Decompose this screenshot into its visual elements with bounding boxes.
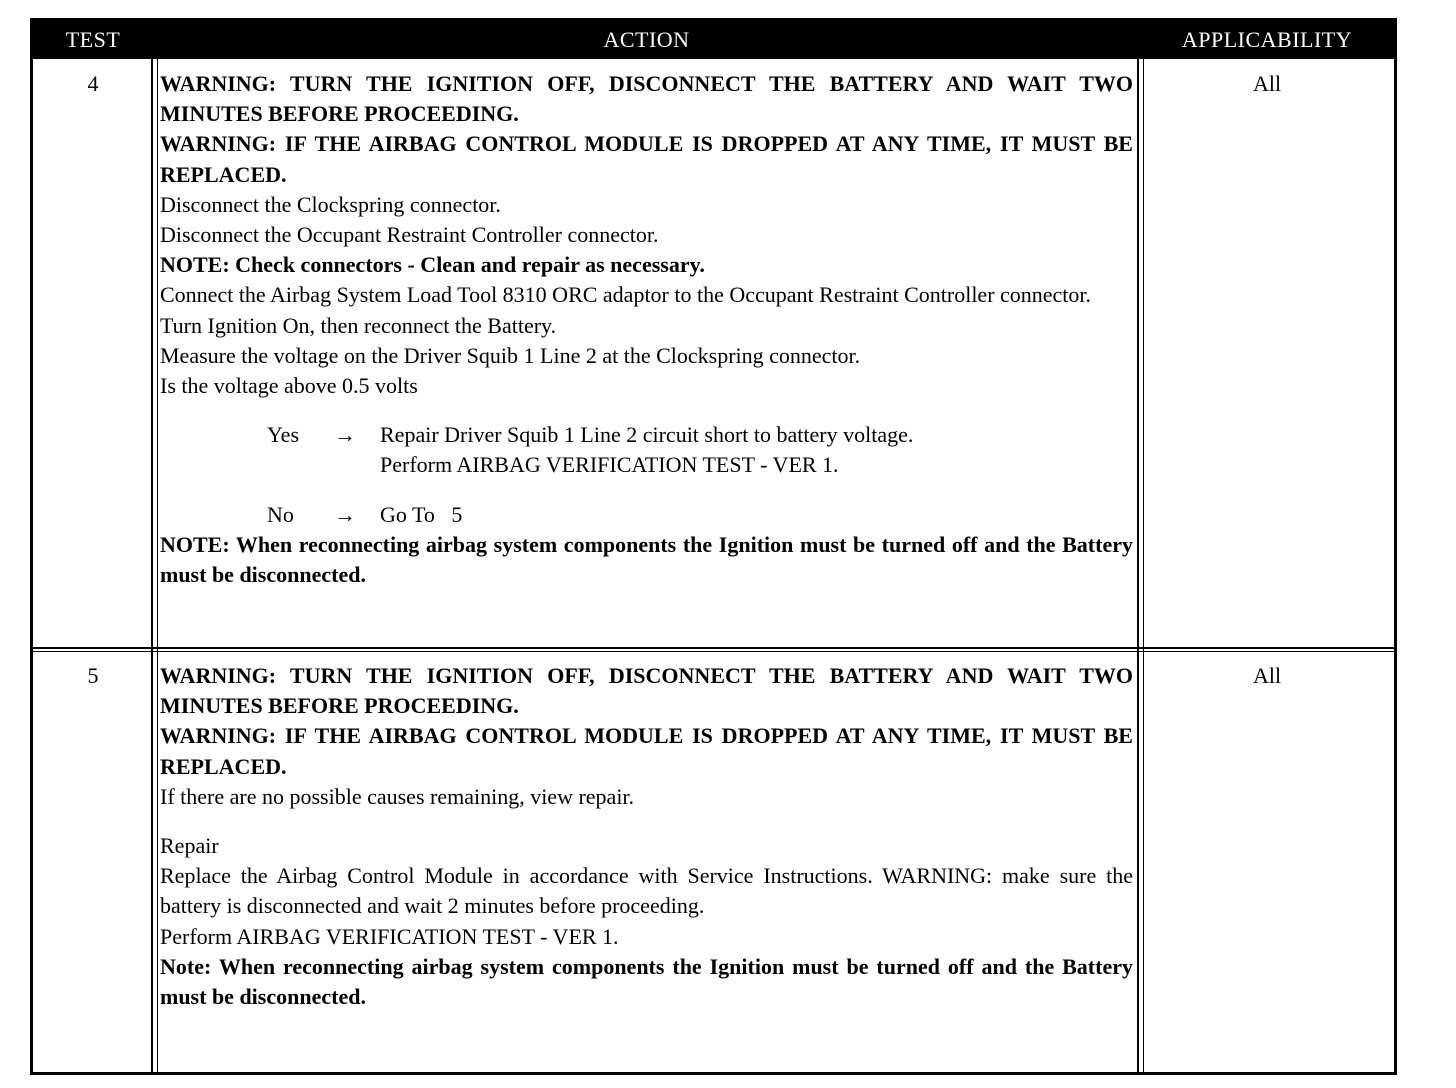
no-label: No xyxy=(267,501,294,527)
row-4-yes-branch xyxy=(160,420,1133,480)
header-applicability: APPLICABILITY xyxy=(1181,27,1353,52)
row-5-warning-ignition: WARNING: TURN THE IGNITION OFF, DISCONNECT THE BATTERY AND WAIT TWO MINUTES BEFORE PROCEEDING. xyxy=(160,663,1133,719)
row-5-note-reconnect: Note: When reconnecting airbag system components the Ignition must be turned off and the Battery must be disconnected. xyxy=(160,953,1133,1010)
yes-repair-text: Repair Driver Squib 1 Line 2 circuit short to battery voltage. xyxy=(380,422,914,448)
diagnostic-table xyxy=(30,18,1397,1075)
repair-label: Repair xyxy=(160,833,219,859)
row-5-repair-block xyxy=(160,831,1133,952)
row-5-action xyxy=(160,661,1133,1012)
column-divider-action xyxy=(1137,59,1144,1072)
row-4-test-number: 4 xyxy=(87,71,99,96)
row-5-test-number: 5 xyxy=(87,663,99,688)
arrow-right-icon: → xyxy=(334,501,356,527)
row-4-step-load-tool: Connect the Airbag System Load Tool 8310 ORC adaptor to the Occupant Restraint Controller connector. xyxy=(160,282,1092,308)
repair-instructions: Replace the Airbag Control Module in accordance with Service Instructions. WARNING: make sure the battery is disconnected and wait 2 minutes before proceeding. xyxy=(160,863,1133,919)
yes-perform-text: Perform AIRBAG VERIFICATION TEST - VER 1. xyxy=(380,452,839,478)
row-4-warning-module: WARNING: IF THE AIRBAG CONTROL MODULE IS DROPPED AT ANY TIME, IT MUST BE REPLACED. xyxy=(160,131,1133,187)
row-5-step-view-repair: If there are no possible causes remaining, view repair. xyxy=(160,783,635,809)
row-4-step-ignition-on: Turn Ignition On, then reconnect the Battery. xyxy=(160,312,557,338)
row-4-step-measure: Measure the voltage on the Driver Squib 1 Line 2 at the Clockspring connector. xyxy=(160,342,861,368)
table-header-row xyxy=(33,21,1394,59)
row-4-no-branch xyxy=(160,500,1133,530)
header-test: TEST xyxy=(65,27,121,52)
row-divider xyxy=(33,647,1394,652)
arrow-right-icon: → xyxy=(334,422,356,448)
repair-perform-text: Perform AIRBAG VERIFICATION TEST - VER 1. xyxy=(160,923,619,949)
yes-label: Yes xyxy=(267,422,300,448)
row-4-action xyxy=(160,69,1133,590)
row-4-question: Is the voltage above 0.5 volts xyxy=(160,373,418,399)
row-5-warning-module: WARNING: IF THE AIRBAG CONTROL MODULE IS DROPPED AT ANY TIME, IT MUST BE REPLACED. xyxy=(160,723,1133,779)
row-4-note-reconnect: NOTE: When reconnecting airbag system components the Ignition must be turned off and the Battery must be disconnected. xyxy=(160,531,1133,588)
no-goto-text: Go To 5 xyxy=(380,501,463,527)
row-4-warning-ignition: WARNING: TURN THE IGNITION OFF, DISCONNECT THE BATTERY AND WAIT TWO MINUTES BEFORE PROCEEDING. xyxy=(160,71,1133,127)
row-4-step-orc: Disconnect the Occupant Restraint Controller connector. xyxy=(160,222,659,248)
row-4-applicability: All xyxy=(1252,71,1282,96)
row-4-note-check: NOTE: Check connectors - Clean and repair as necessary. xyxy=(160,252,705,278)
column-divider-test xyxy=(151,59,158,1072)
row-4-step-clockspring: Disconnect the Clockspring connector. xyxy=(160,191,501,217)
row-5-applicability: All xyxy=(1252,663,1282,688)
header-action: ACTION xyxy=(603,27,690,52)
